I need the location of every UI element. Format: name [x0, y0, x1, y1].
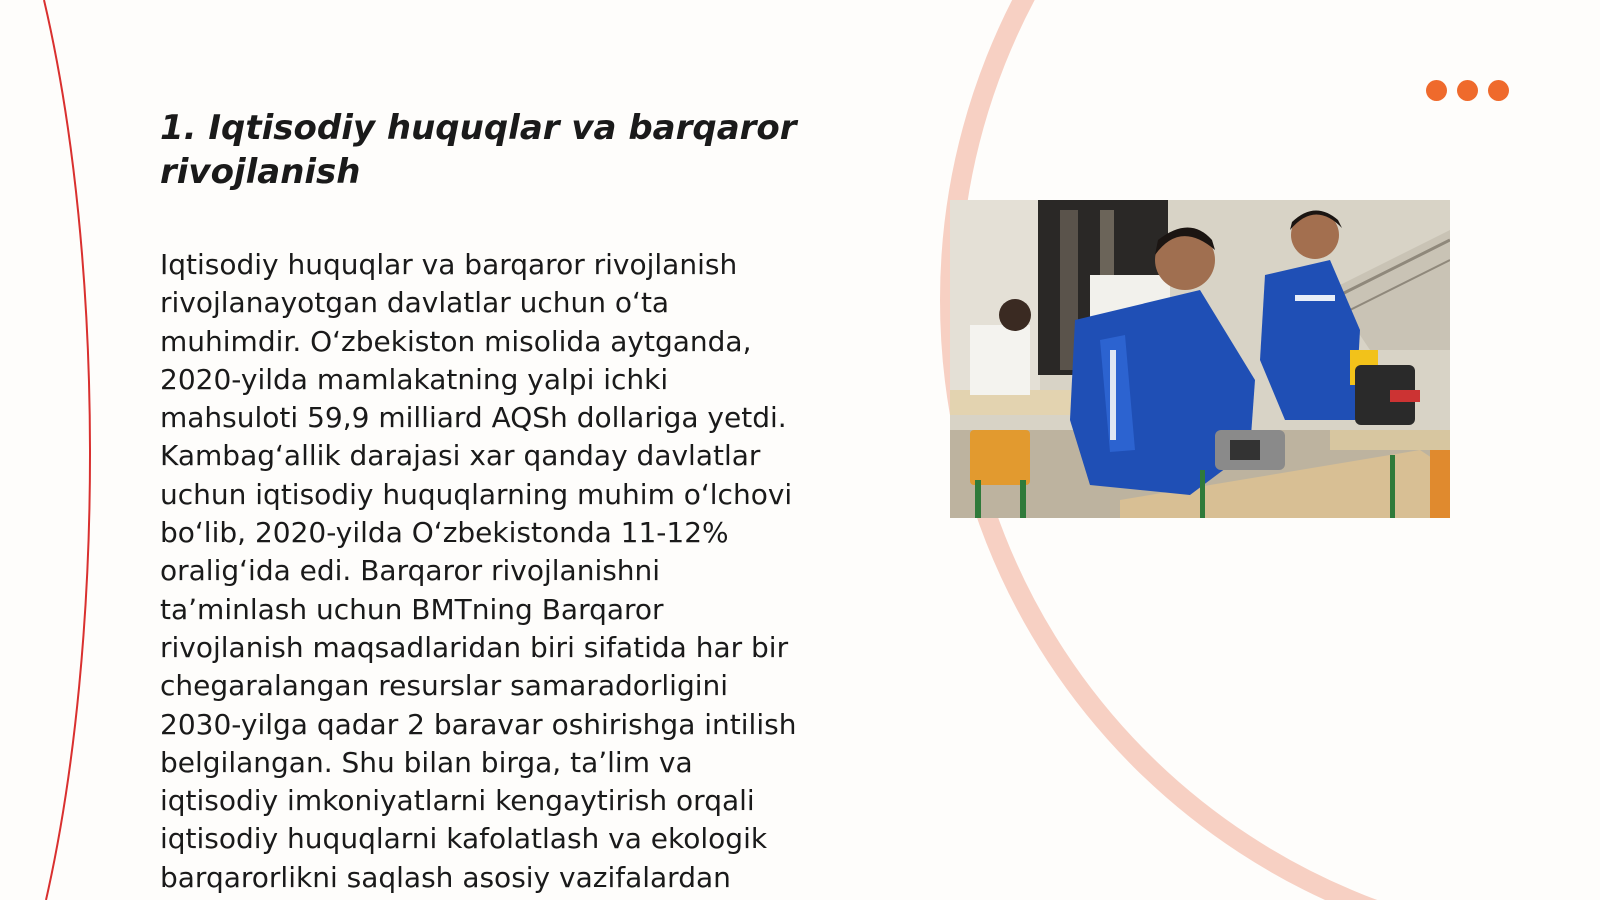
- body-line: muhimdir. Oʻzbekiston misolida aytganda,: [160, 324, 752, 358]
- title-line: rivojlanish: [160, 152, 361, 192]
- dots-menu: [1426, 80, 1509, 101]
- body-line: barqarorlikni saqlash asosiy vazifalardan: [160, 860, 731, 894]
- body-line: taʼminlash uchun BMTning Barqaror: [160, 592, 664, 626]
- title-line: 1. Iqtisodiy huquqlar va barqaror: [160, 108, 797, 148]
- body-line: Kambagʻallik darajasi xar qanday davlatlar: [160, 439, 761, 473]
- workshop-photo: [950, 200, 1450, 518]
- body-line: boʻlib, 2020-yilda Oʻzbekistonda 11-12%: [160, 516, 729, 550]
- body-line: Iqtisodiy huquqlar va barqaror rivojlanish: [160, 248, 738, 281]
- body-line: rivojlanish maqsadlaridan biri sifatida har bir: [160, 630, 789, 664]
- body-line: mahsuloti 59,9 milliard AQSh dollariga yetdi.: [160, 401, 787, 435]
- body-paragraph: [160, 246, 850, 897]
- dot-icon: [1457, 80, 1478, 101]
- slide-title: [160, 106, 840, 194]
- body-line: rivojlanayotgan davlatlar uchun oʻta: [160, 286, 670, 320]
- body-line: uchun iqtisodiy huquqlarning muhim oʻlchovi: [160, 477, 793, 511]
- body-line: iqtisodiy huquqlarni kafolatlash va ekologik: [160, 822, 768, 856]
- body-line: 2030-yilga qadar 2 baravar oshirishga intilish: [160, 707, 797, 741]
- body-line: iqtisodiy imkoniyatlarni kengaytirish orqali: [160, 784, 755, 818]
- body-line: belgilangan. Shu bilan birga, taʼlim va: [160, 745, 693, 779]
- left-curve-line: [44, 0, 90, 900]
- body-line: oraligʻida edi. Barqaror rivojlanishni: [160, 554, 661, 588]
- body-line: chegaralangan resurslar samaradorligini: [160, 669, 729, 703]
- dot-icon: [1488, 80, 1509, 101]
- photo-students-workshop-icon: [950, 200, 1450, 518]
- dot-icon: [1426, 80, 1447, 101]
- body-line: 2020-yilda mamlakatning yalpi ichki: [160, 362, 669, 396]
